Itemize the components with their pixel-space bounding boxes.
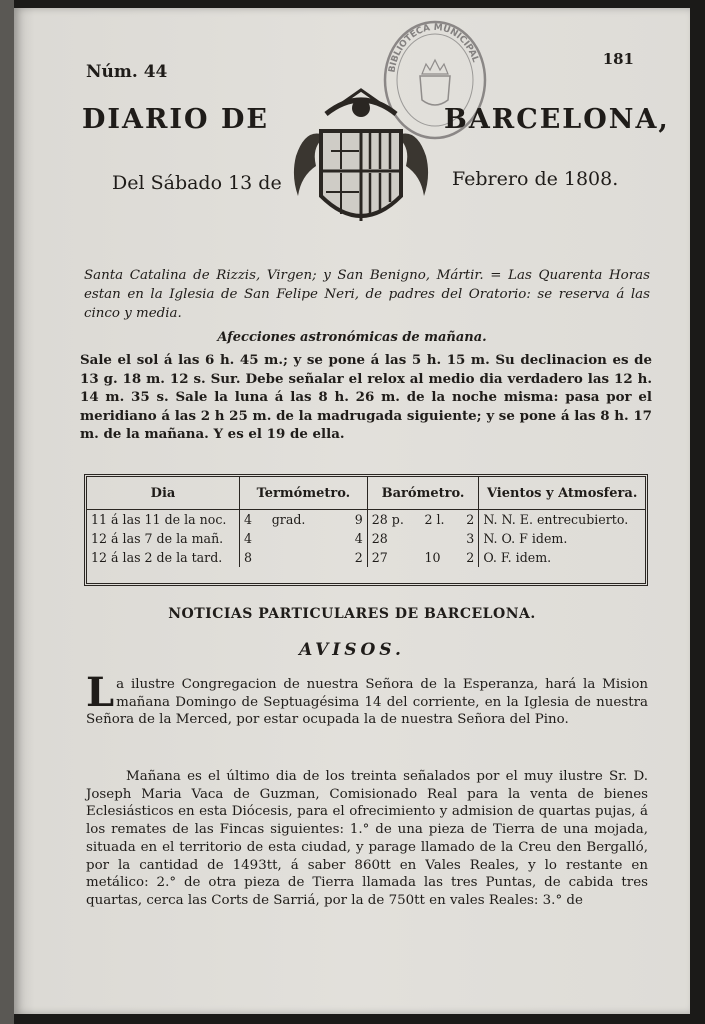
notice-paragraph-1 — [86, 669, 648, 729]
weather-table — [84, 474, 648, 586]
svg-text:BIBLIOTECA MUNICIPAL: BIBLIOTECA MUNICIPAL — [387, 22, 481, 74]
saints-of-the-day: Santa Catalina de Rizzis, Virgen; y San Benigno, Mártir. = Las Quarenta Horas estan en la Iglesia de San Felipe Neri, de padres del Oratorio: se reserva á las cinco y media. — [84, 268, 650, 321]
header-barometro: Barómetro. — [367, 477, 479, 510]
cell-barometro: 28 p. — [367, 510, 420, 530]
cell-barometro: 2 l. — [424, 512, 445, 527]
cell-vientos: N. O. F idem. — [479, 529, 645, 548]
cell-barometro: 2 — [466, 550, 475, 565]
date-right: Febrero de 1808. — [452, 168, 619, 190]
header-vientos: Vientos y Atmosfera. — [479, 477, 645, 510]
notices-heading: AVISOS. — [299, 640, 405, 660]
cell-termometro: 4 — [240, 510, 268, 530]
cell-barometro: 2 — [466, 512, 475, 527]
table-row — [87, 529, 645, 548]
cell-barometro: 10 — [424, 550, 441, 565]
astronomical-heading: Afecciones astronómicas de mañana. — [217, 330, 487, 345]
header-termometro: Termómetro. — [240, 477, 368, 510]
table-row — [87, 510, 645, 530]
cell-termometro — [268, 529, 339, 548]
date-left: Del Sábado 13 de — [112, 172, 282, 194]
cell-termometro: 4 — [354, 531, 363, 546]
paragraph-text: Mañana es el último dia de los treinta señalados por el muy ilustre Sr. D. Joseph Maria Vaca de Guzman, Comisionado Real para la venta de bienes Eclesiásticos en esta Diócesis, para el ofrecimiento y admision de quartas pujas, á los remates de las Fincas siguientes: 1.° de una pieza de Tierra de una mojada, situada en el territorio de esta ciudad, y parage llamado de la Creu den Bergalló, por la cantidad de 1493tt, á saber 860tt en Vales Reales, y lo restante en metálico: 2.° de otra pieza de Tierra llamada las tres Puntas, de cabida tres quartas, cerca las Corts de Sarriá, por la de 750tt en vales Reales: 3.° de — [86, 769, 648, 908]
astronomical-text: Sale el sol á las 6 h. 45 m.; y se pone á las 5 h. 15 m. Su declinacion es de 13 g. 18 m. 12 s. Sur. Debe señalar el relox al medio dia verdadero las 12 h. 14 m. 35 s. Sale la luna á las 8 h. 26 m. de la noche misma: pasa por el meridiano á las 2 h 25 m. de la madrugada siguiente; y se pone á las 8 h. 17 m. de la mañana. Y es el 19 de ella. — [80, 352, 652, 442]
cell-termometro — [268, 548, 339, 567]
title-right: BARCELONA, — [444, 104, 670, 135]
cell-termometro: 4 — [240, 529, 268, 548]
cell-termometro: 8 — [240, 548, 268, 567]
cell-termometro: grad. — [271, 512, 306, 527]
cell-dia: 11 á las 11 de la noc. — [91, 512, 227, 527]
cell-termometro: 2 — [354, 550, 363, 565]
cell-barometro: 3 — [466, 531, 475, 546]
page-number: 181 — [602, 50, 634, 68]
paragraph-text: a ilustre Congregacion de nuestra Señora de la Esperanza, hará la Mision mañana Domingo de Septuagésima 14 del corriente, en la Iglesia de nuestra Señora de la Merced, por estar ocupada la de nuestra Señora del Pino. — [86, 677, 648, 728]
table-row — [87, 548, 645, 567]
barcelona-crest-icon — [286, 86, 436, 246]
cell-barometro: 28 — [367, 529, 420, 548]
title-left: DIARIO DE — [82, 104, 269, 135]
notice-paragraph-2 — [86, 768, 648, 910]
header-dia: Dia — [87, 477, 240, 510]
cell-vientos: O. F. idem. — [479, 548, 645, 567]
book-gutter — [0, 0, 14, 1024]
cell-dia: 12 á las 2 de la tard. — [91, 550, 223, 565]
cell-termometro: 9 — [354, 512, 363, 527]
cell-vientos: N. N. E. entrecubierto. — [479, 510, 645, 530]
newspaper-page — [14, 8, 690, 1014]
cell-barometro: 27 — [367, 548, 420, 567]
drop-cap: L — [86, 669, 115, 716]
cell-dia: 12 á las 7 de la mañ. — [91, 531, 224, 546]
news-heading: NOTICIAS PARTICULARES DE BARCELONA. — [168, 606, 536, 622]
cell-barometro — [420, 529, 457, 548]
issue-number: Núm. 44 — [86, 62, 168, 82]
